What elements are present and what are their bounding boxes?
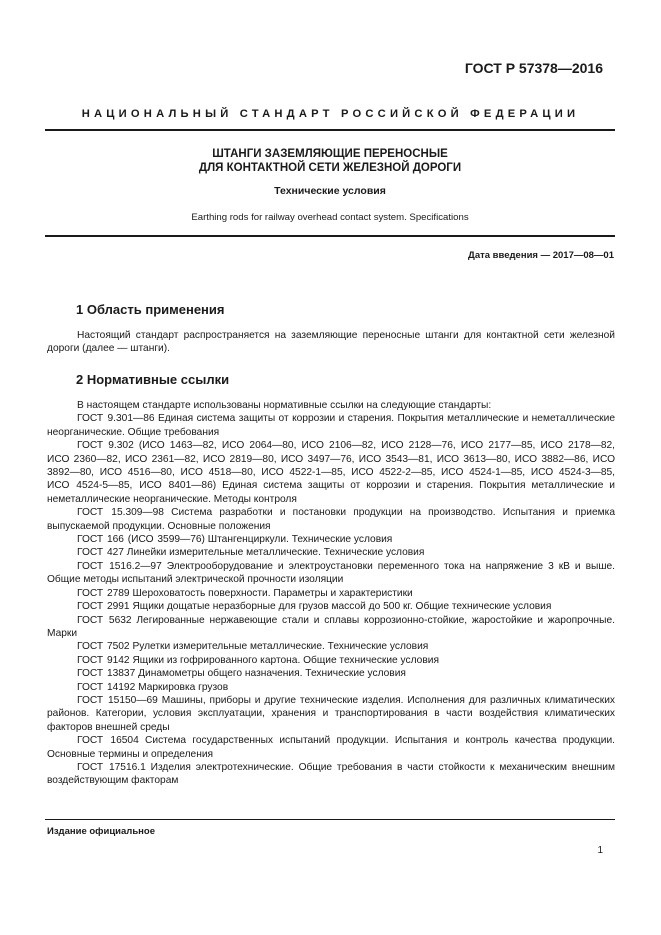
reference-title: Легированные нержавеющие стали и сплавы коррозионно-стойкие, жаростойкие и жаропрочные. Марки	[47, 614, 615, 639]
reference-title: Ящики дощатые неразборные для грузов массой до 500 кг. Общие технические условия	[132, 601, 552, 613]
national-standard-banner: НАЦИОНАЛЬНЫЙ СТАНДАРТ РОССИЙСКОЙ ФЕДЕРАЦИИ	[81, 108, 580, 120]
reference-item	[47, 761, 615, 788]
header-divider	[45, 129, 615, 131]
introduction-date: Дата введения — 2017—08—01	[468, 250, 614, 261]
english-title: Earthing rods for railway overhead contact system. Specifications	[191, 212, 469, 223]
reference-title: Единая система защиты от коррозии и старения. Покрытия металлические и неметаллические неорганические. Методы контроля	[47, 480, 615, 505]
reference-code: ГОСТ 16504	[77, 735, 139, 747]
reference-code: ГОСТ 15.309—98	[77, 507, 164, 519]
section-1-heading: 1 Область применения	[76, 302, 225, 317]
reference-item	[47, 533, 615, 546]
reference-item	[47, 560, 615, 587]
reference-code: ГОСТ 14192	[77, 681, 136, 693]
official-edition-label: Издание официальное	[47, 826, 155, 837]
reference-item	[47, 667, 615, 680]
page-number: 1	[597, 845, 603, 856]
reference-item	[47, 681, 615, 694]
reference-title: Штангенциркули. Технические условия	[207, 534, 393, 546]
reference-code: ГОСТ 9.301—86	[77, 413, 155, 425]
title-line-1: ШТАНГИ ЗАЗЕМЛЯЮЩИЕ ПЕРЕНОСНЫЕ	[212, 148, 448, 160]
title-divider	[45, 235, 615, 237]
reference-title: Единая система защиты от коррозии и старения. Покрытия металлические и неметаллические неорганические. Общие требования	[47, 413, 615, 438]
reference-item	[47, 694, 615, 734]
reference-title: Маркировка грузов	[138, 681, 229, 693]
reference-title: Линейки измерительные металлические. Технические условия	[126, 547, 425, 559]
reference-code: ГОСТ 17516.1	[77, 761, 146, 773]
reference-title: Шероховатость поверхности. Параметры и характеристики	[132, 587, 413, 599]
document-subtitle: Технические условия	[274, 185, 386, 197]
reference-title: Рулетки измерительные металлические. Технические условия	[132, 641, 429, 653]
reference-title: Изделия электротехнические. Общие требования в части стойкости к механическим внешним воздействующим факторам	[47, 761, 616, 787]
reference-title: Система государственных испытаний продукции. Испытания и контроль качества продукции. Основные термины и определения	[47, 735, 615, 760]
reference-code: ГОСТ 9.302 (ИСО 1463—82, ИСО 2064—80, ИСО 2106—82, ИСО 2128—76, ИСО 2177—85, ИСО 2178—82, ИСО 2360—82, ИСО 2361—82, ИСО 2819—80, ИСО 3497—76, ИСО 3543—81, ИСО 3613—80, ИСО 3882—86, ИСО 3892—80, ИСО 4516—80, ИСО 4518—80, ИСО 4522-1—85, ИСО 4522-2—85, ИСО 4524-1—85, ИСО 4524-3—85, ИСО 4524-5—85, ИСО 8401—86)	[47, 440, 615, 492]
section-2-intro: В настоящем стандарте использованы нормативные ссылки на следующие стандарты:	[77, 400, 492, 411]
title-line-2: ДЛЯ КОНТАКТНОЙ СЕТИ ЖЕЛЕЗНОЙ ДОРОГИ	[198, 162, 462, 174]
reference-code: ГОСТ 427	[77, 547, 124, 559]
document-code: ГОСТ Р 57378—2016	[464, 60, 603, 76]
reference-item	[47, 587, 615, 600]
reference-item	[47, 412, 615, 439]
reference-code: ГОСТ 9142	[77, 654, 130, 666]
reference-code: ГОСТ 7502	[77, 641, 130, 653]
reference-title: Ящики из гофрированного картона. Общие технические условия	[132, 654, 439, 666]
reference-code: ГОСТ 13837	[77, 668, 136, 680]
reference-code: ГОСТ 15150—69	[77, 694, 158, 706]
reference-item	[47, 506, 615, 533]
reference-item	[47, 600, 615, 613]
reference-list	[47, 412, 615, 787]
reference-item	[47, 546, 615, 559]
footer-divider	[45, 819, 615, 820]
reference-code: ГОСТ 5632	[77, 614, 132, 626]
reference-item	[47, 614, 615, 641]
section-1-body	[47, 329, 615, 356]
reference-item	[47, 734, 615, 761]
reference-code: ГОСТ 166 (ИСО 3599—76)	[77, 534, 205, 546]
reference-code: ГОСТ 2991	[77, 601, 130, 613]
reference-item	[47, 640, 615, 653]
reference-item	[47, 439, 615, 506]
section-2-body	[47, 399, 615, 788]
reference-title: Система разработки и постановки продукции на производство. Испытания и приемка выпускаемой продукции. Основные положения	[47, 507, 615, 532]
reference-code: ГОСТ 2789	[77, 587, 130, 599]
reference-title: Машины, приборы и другие технические изделия. Исполнения для различных климатических районов. Категории, условия эксплуатации, хранения и транспортирования в части воздействия климатических факторов внешней среды	[47, 694, 615, 733]
reference-title: Электрооборудование и электроустановки переменного тока на напряжение 3 кВ и выше. Общие методы испытаний электрической прочности изоляции	[47, 560, 615, 586]
reference-item	[47, 654, 615, 667]
reference-title: Динамометры общего назначения. Технические условия	[138, 668, 406, 680]
section-2-heading: 2 Нормативные ссылки	[76, 372, 230, 387]
section-1-text: Настоящий стандарт распространяется на заземляющие переносные штанги для контактной сети железной дороги (далее — штанги).	[47, 330, 615, 355]
reference-code: ГОСТ 1516.2—97	[77, 560, 162, 572]
